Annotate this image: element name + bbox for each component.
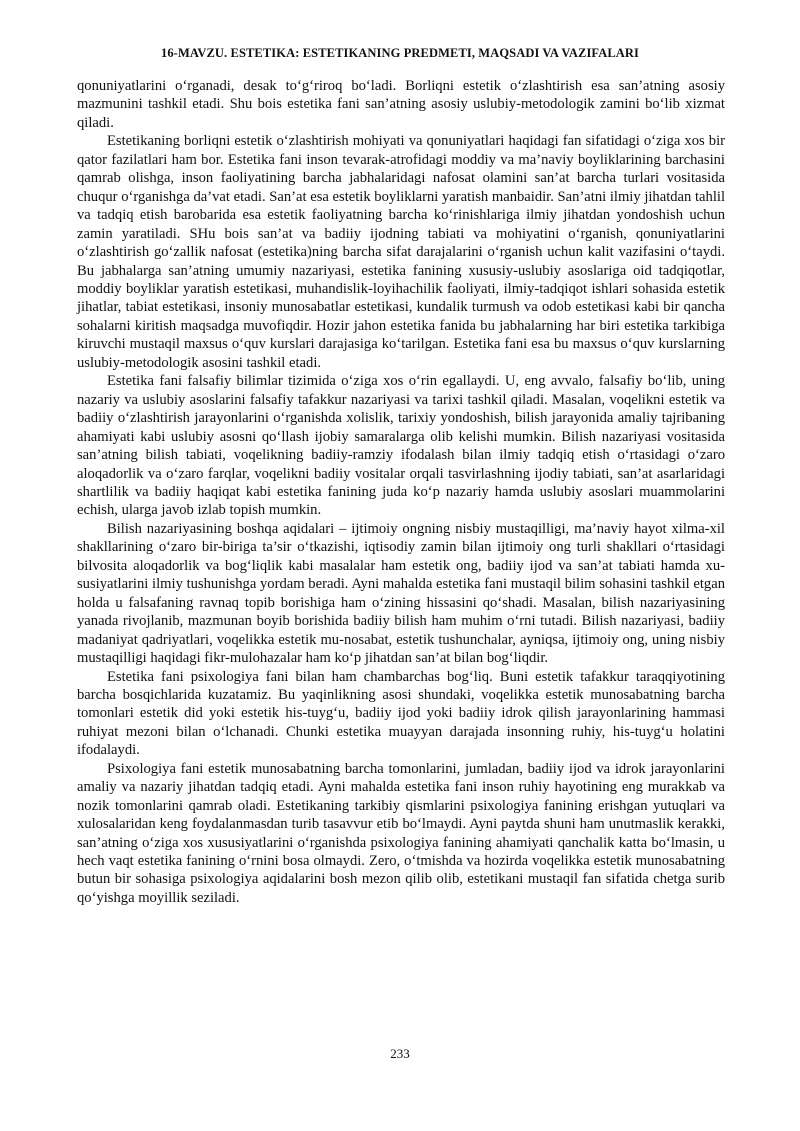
body-text	[77, 77, 725, 907]
paragraph: Estetika fani falsafiy bilimlar tizimida o‘ziga xos o‘rin egallaydi. U, eng avvalo, falsafiy bo‘lib, uning nazariy va uslubiy asoslarini falsafiy tafakkur nazariyasi va tarixi tashkil qiladi. Masalan, voqelikni estetik va badiiy o‘zlashtirish jarayonlarini o‘rganishda xolislik, tarixiy yondoshish, bilish jarayonida amaliy tajribaning ahamiyati kabi uslubiy asosni qo‘llash ijobiy samaralarga olib kelishi mumkin. Bilish nazariyasi vositasida san’atning bilish tabiati, voqelikning badiiy-ramziy ifodalash bilan ilmiy tadqiq etish o‘rtasidagi o‘zaro aloqadorlik va o‘zaro farqlar, voqelikni badiiy vositalar orqali tasvirlashning ijodiy tabiati, san’at asarlaridagi shartlilik va badiiy haqiqat kabi estetika fanining juda ko‘p nazariy hamda uslubiy asoslari muammolarini echish, ularga javob izlab topish mumkin.	[77, 373, 725, 519]
page-number: 233	[390, 1046, 410, 1061]
paragraph: Bilish nazariyasining boshqa aqidalari – ijtimoiy ongning nisbiy mustaqilligi, ma’naviy hayot xilma-xil shakllarining o‘zaro bir-biriga ta’sir o‘tkazishi, iqtisodiy zamin bilan ijtimoiy ong turli shakllari o‘rtasidagi bilvosita aloqadorlik va bog‘liqlik kabi masalalar ham estetik ong, badiiy ijod va san’at tabiati hamda xu-susiyatlarini ilmiy tushunishga yordam beradi. Ayni mahalda estetika fani mustaqil bilim sohasini tashkil etgan holda u falsafaning ravnaq topib borishiga ham o‘zining hissasini qo‘shadi. Masalan, bilish nazariyasining yanada rivojlanib, mazmunan boyib borishida badiiy bilish ham muhim o‘rni tutadi. Bilish nazariyasi, badiiy madaniyat qadriyatlari, voqelikka estetik mu-nosabat, estetik tushunchalar, ayniqsa, ijtimoiy ong, uning nisbiy mustaqilligi haqidagi fikr-mulohazalar ham ko‘p jihatdan san’at bilan bog‘liqdir.	[77, 520, 725, 667]
paragraph: Estetika fani psixologiya fani bilan ham chambarchas bog‘liq. Buni estetik tafakkur taraqqiyotining barcha bosqichlarida kuzatamiz. Bu yaqinlikning asosi shundaki, voqelikka estetik munosabatning barcha tomonlari estetik did yoki estetik his-tuyg‘u, badiiy ijod yoki badiiy idrok qilish jarayonlarining hammasi ruhiyat mezoni bilan o‘lchanadi. Chunki estetika muayyan darajada insonning ruhiy, his-tuyg‘u holatini ifodalaydi.	[77, 668, 725, 759]
paragraph: Psixologiya fani estetik munosabatning barcha tomonlarini, jumladan, badiiy ijod va idrok jarayonlarini amaliy va nazariy jihatdan tadqiq etadi. Ayni mahalda estetika fani inson ruhiy hayotining eng murakkab va nozik tomonlarini qamrab oladi. Estetikaning tarkibiy qismlarini psixologiya fanining erishgan yutuqlari va xulosalaridan keng foydalanmasdan turib tasavvur etib bo‘lmaydi. Ayni paytda shuni ham unutmaslik kerakki, san’atning o‘ziga xos xususiyatlarini o‘rganishda psixologiya fanining ahamiyati qanchalik katta bo‘lmasin, u hech vaqt estetika fanining o‘rnini bosa olmaydi. Zero, o‘tmishda va hozirda voqelikka estetik munosabatning butun bir sohasiga psixologiya aqidalarini bosh mezon qilib olib, estetikani mustaqil fan sifatida chetga surib qo‘yishga moyillik seziladi.	[77, 760, 725, 906]
page-header-title: 16-MAVZU. ESTETIKA: ESTETIKANING PREDMETI, MAQSADI VA VAZIFALARI	[160, 46, 640, 60]
paragraph: Estetikaning borliqni estetik o‘zlashtirish mohiyati va qonuniyatlari haqidagi fan sifatidagi o‘ziga xos bir qator fazilatlari ham bor. Estetika fani inson tevarak-atrofidagi moddiy va ma’naviy boyliklarining barchasini qamrab olishga, inson faoliyatining barcha jabhalaridagi nafosat olamini san’at barcha turlari vositasida chuqur o‘rganishga da’vat etadi. San’at esa estetik boyliklarni yaratish manbaidir. San’atni ilmiy jihatdan tahlil va tadqiq etish barobarida esa estetik faoliyatning barcha ko‘rinishlariga ilmiy jihatdan yondoshish uchun zamin yaratiladi. SHu bois san’at va badiiy ijodning tabiati va mohiyatini o‘rganish, qonuniyatlarini o‘zlashtirish go‘zallik nafosat (estetika)ning barcha sifat darajalarini o‘rganish uchun kalit vazifasini o‘taydi. Bu jabhalarga san’atning umumiy nazariyasi, estetika fanining xususiy-uslubiy asoslariga oid tadqiqotlar, moddiy boyliklar yaratish estetikasi, muhandislik-loyihachilik faoliyati, ilmiy-tadqiqot ishlari sohasida estetik jihatlar, tabiat estetikasi, insoniy munosabatlar estetikasi, kundalik turmush va odob estetikasi kabi bir qancha sohalarni kiritish maqsadga muvofiqdir. Hozir jahon estetika fanida bu jabhalarning har biri estetika tarkibiga kiruvchi mustaqil maxsus o‘quv kurslari darajasiga ko‘tarilgan. Estetika fani esa bu maxsus o‘quv kurslarning uslubiy-metodologik asosini tashkil etadi.	[77, 133, 725, 371]
paragraph-continuation: qonuniyatlarini o‘rganadi, desak to‘g‘riroq bo‘ladi. Borliqni estetik o‘zlashtirish esa san’atning asosiy mazmunini tashkil etadi. Shu bois estetika fani san’atning asosiy uslubiy-metodologik zamini bo‘lib xizmat qiladi.	[77, 78, 725, 131]
